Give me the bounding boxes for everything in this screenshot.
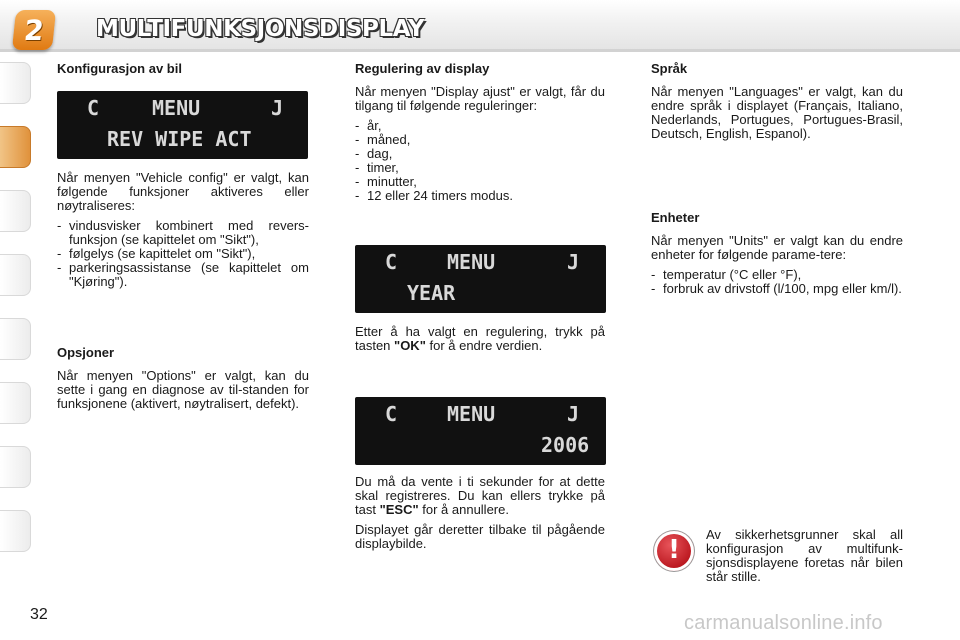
lcd-main-text: REV WIPE ACT bbox=[107, 127, 252, 151]
lcd-top-left: C bbox=[385, 250, 398, 274]
display-intro: Når menyen "Display ajust" er valgt, får du tilgang til følgende reguleringer: bbox=[355, 84, 605, 113]
warning-note bbox=[706, 528, 903, 590]
units-intro: Når menyen "Units" er valgt kan du endre enheter for følgende parame-tere: bbox=[651, 233, 903, 262]
after-select-text bbox=[355, 325, 605, 359]
lcd-top-center: MENU bbox=[447, 402, 496, 426]
chapter-number: 2 bbox=[22, 13, 46, 47]
wait-pre: Du må da vente i ti sekunder for at dette skal registreres. Du kan ellers trykke på tast bbox=[355, 474, 605, 517]
chapter-badge bbox=[12, 10, 56, 50]
lcd-main-text: YEAR bbox=[407, 281, 456, 305]
list-item: - minutter, bbox=[355, 175, 605, 189]
lcd-display-year bbox=[355, 245, 606, 313]
chapter-tab-active[interactable] bbox=[0, 126, 31, 168]
chapter-tab[interactable] bbox=[0, 190, 31, 232]
lcd-display-vehicle-config bbox=[57, 91, 308, 159]
list-item: - måned, bbox=[355, 133, 605, 147]
display-settings-list bbox=[355, 119, 605, 203]
list-item: - 12 eller 24 timers modus. bbox=[355, 189, 605, 203]
wait-post: for å annullere. bbox=[418, 502, 509, 517]
list-item: - parkeringsassistanse (se kapittelet om "Kjøring"). bbox=[57, 261, 309, 289]
lcd-top-center: MENU bbox=[152, 96, 201, 120]
lcd-top-right: J bbox=[567, 402, 580, 426]
lcd-main-text: 2006 bbox=[541, 433, 590, 457]
chapter-tab[interactable] bbox=[0, 318, 31, 360]
options-section bbox=[57, 346, 309, 417]
column-1 bbox=[57, 62, 309, 85]
chapter-tab[interactable] bbox=[0, 62, 31, 104]
section-heading-units: Enheter bbox=[651, 210, 700, 225]
ok-key-label: "OK" bbox=[394, 338, 426, 353]
language-section bbox=[651, 62, 903, 147]
section-heading-display: Regulering av display bbox=[355, 61, 490, 76]
options-text: Når menyen "Options" er valgt, kan du sette i gang en diagnose av til-standen for funksjonene (aktivert, nøytralisert, defekt). bbox=[57, 368, 309, 411]
return-text: Displayet går deretter tilbake til pågående displaybilde. bbox=[355, 522, 605, 551]
display-settings-section bbox=[355, 62, 605, 209]
list-item: - dag, bbox=[355, 147, 605, 161]
units-section bbox=[651, 211, 903, 302]
language-text: Når menyen "Languages" er valgt, kan du endre språk i displayet (Français, Italiano, Nederlands, Portugues, Portugues-Brasil, Deutsch, English, Espanol). bbox=[651, 84, 903, 141]
section-heading-language: Språk bbox=[651, 61, 688, 76]
watermark: carmanualsonline.info bbox=[684, 612, 883, 634]
lcd-display-2006 bbox=[355, 397, 606, 465]
chapter-tab[interactable] bbox=[0, 254, 31, 296]
list-item: - temperatur (°C eller °F), bbox=[651, 268, 903, 282]
section-heading-vehicle-config: Konfigurasjon av bil bbox=[57, 61, 182, 76]
chapter-tab[interactable] bbox=[0, 382, 31, 424]
lcd-top-right: J bbox=[271, 96, 284, 120]
after-select-paragraph bbox=[355, 325, 605, 353]
warning-symbol: ! bbox=[668, 535, 680, 565]
after-select-pre: Etter å ha valgt en regulering, trykk på tasten bbox=[355, 324, 605, 353]
units-list bbox=[651, 268, 903, 296]
chapter-title: MULTIFUNKSJONSDISPLAY bbox=[96, 16, 425, 42]
lcd-top-left: C bbox=[87, 96, 100, 120]
list-item: - følgelys (se kapittelet om "Sikt"), bbox=[57, 247, 309, 261]
after-select-post: for å endre verdien. bbox=[425, 338, 543, 353]
esc-key-label: "ESC" bbox=[379, 502, 419, 517]
warning-text: Av sikkerhetsgrunner skal all konfigurasjon av multifunk-sjonsdisplayene foretas når bilen står stille. bbox=[706, 527, 903, 584]
list-item: - forbruk av drivstoff (l/100, mpg eller km/l). bbox=[651, 282, 903, 296]
lcd-top-left: C bbox=[385, 402, 398, 426]
lcd-top-center: MENU bbox=[447, 250, 496, 274]
wait-paragraph bbox=[355, 475, 605, 517]
section-heading-options: Opsjoner bbox=[57, 345, 115, 360]
list-item: - timer, bbox=[355, 161, 605, 175]
chapter-tab[interactable] bbox=[0, 510, 31, 552]
lcd-top-right: J bbox=[567, 250, 580, 274]
page-number: 32 bbox=[30, 606, 48, 623]
list-item: - år, bbox=[355, 119, 605, 133]
warning-exclamation-icon bbox=[654, 531, 694, 571]
chapter-tab[interactable] bbox=[0, 446, 31, 488]
vehicle-config-intro: Når menyen "Vehicle config" er valgt, kan følgende funksjoner aktiveres eller nøytraliseres: bbox=[57, 170, 309, 213]
list-item: - vindusvisker kombinert med revers-funksjon (se kapittelet om "Sikt"), bbox=[57, 219, 309, 247]
vehicle-config-body bbox=[57, 171, 309, 295]
vehicle-config-list bbox=[57, 219, 309, 289]
wait-text bbox=[355, 475, 605, 557]
